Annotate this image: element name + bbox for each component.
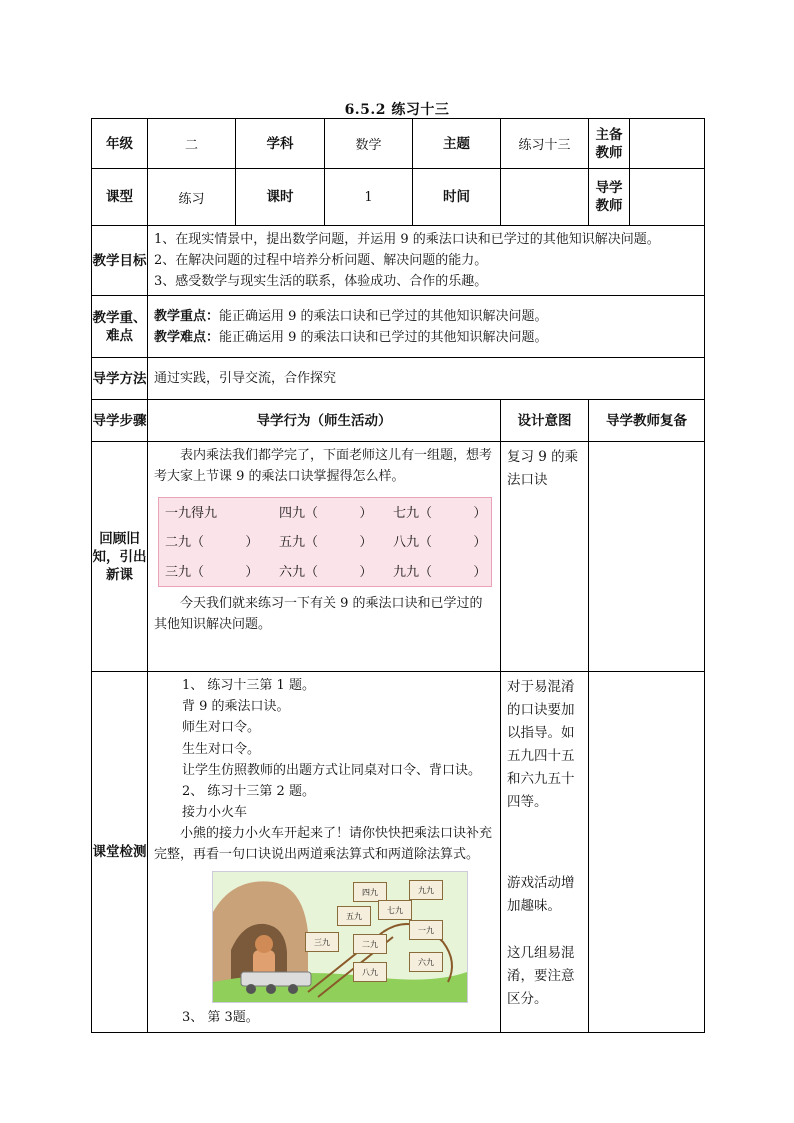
difficulty-label: 教学难点： <box>154 329 220 345</box>
check-intent-3: 这几组易混淆，要注意区分。 <box>507 945 575 1007</box>
check-intent-1: 对于易混淆的口诀要加以指导。如五九四十五和六九五十四等。 <box>507 679 575 810</box>
check-line: 让学生仿照教师的出题方式让同桌对口令、背口诀。 <box>182 762 482 778</box>
key-point-label: 教学重点： <box>154 308 220 324</box>
review-outro: 今天我们就来练习一下有关 9 的乘法口诀和已学过的其他知识解决问题。 <box>154 596 483 632</box>
grid-cell: 四九（ ） <box>279 506 373 521</box>
review-intent: 复习 9 的乘法口诀 <box>501 442 589 672</box>
check-line: 背 9 的乘法口诀。 <box>182 699 290 715</box>
check-line: 3、 第 3题。 <box>182 1010 259 1026</box>
check-line: 生生对口令。 <box>182 741 261 757</box>
lead-teacher-value <box>630 119 705 169</box>
guide-teacher-label: 导学教师 <box>589 169 630 226</box>
grid-cell: 九九（ ） <box>393 565 487 580</box>
goal-item: 3、感受数学与现实生活的联系，体验成功、合作的乐趣。 <box>154 274 488 289</box>
goal-item: 2、在解决问题的过程中培养分析问题、解决问题的能力。 <box>154 253 488 268</box>
subject-value: 数学 <box>325 119 413 169</box>
lead-teacher-label: 主备教师 <box>589 119 630 169</box>
review-section-label: 回顾旧知，引出新课 <box>92 442 148 672</box>
check-line: 接力小火车 <box>182 805 248 821</box>
train-card: 二九 <box>353 934 387 954</box>
check-section-label: 课堂检测 <box>92 672 148 1033</box>
guide-teacher-value <box>630 169 705 226</box>
theme-label: 主题 <box>413 119 501 169</box>
grid-cell: 一九得九 <box>165 506 218 521</box>
goals-content <box>148 226 705 296</box>
check-notes <box>589 672 705 1033</box>
type-label: 课型 <box>92 169 148 226</box>
train-card: 四九 <box>353 882 387 902</box>
method-text: 通过实践，引导交流，合作探究 <box>148 358 705 400</box>
key-points-content <box>148 296 705 358</box>
lesson-plan-table <box>91 118 705 1033</box>
check-line: 师生对口令。 <box>182 720 261 736</box>
train-card: 七九 <box>378 900 412 920</box>
grid-cell: 五九（ ） <box>279 535 373 550</box>
grade-label: 年级 <box>92 119 148 169</box>
intent-header: 设计意图 <box>501 400 589 442</box>
multiplication-grid <box>158 497 492 587</box>
time-label: 时间 <box>413 169 501 226</box>
grade-value: 二 <box>148 119 236 169</box>
train-card: 一九 <box>409 920 443 940</box>
period-value: 1 <box>325 169 413 226</box>
review-section-content <box>148 442 501 672</box>
difficulty-text: 能正确运用 9 的乘法口诀和已学过的其他知识解决问题。 <box>219 329 548 345</box>
train-card: 五九 <box>337 906 371 926</box>
grid-cell: 三九（ ） <box>165 565 259 580</box>
train-card: 九九 <box>409 880 443 900</box>
key-points-label: 教学重、难点 <box>92 296 148 358</box>
page-title: 6.5.2 练习十三 <box>344 102 450 118</box>
train-card: 八九 <box>353 962 387 982</box>
activity-header: 导学行为（师生活动） <box>148 400 501 442</box>
grid-cell: 二九（ ） <box>165 535 259 550</box>
train-text: 小熊的接力小火车开起来了！请你快快把乘法口诀补充完整，再看一句口诀说出两道乘法算式和两道除法算式。 <box>154 826 493 863</box>
grid-cell: 六九（ ） <box>279 565 373 580</box>
check-intent <box>501 672 589 1033</box>
theme-value: 练习十三 <box>501 119 589 169</box>
review-intro: 表内乘法我们都学完了，下面老师这儿有一组题，想考考大家上节课 9 的乘法口诀掌握得怎么样。 <box>154 448 493 484</box>
goals-label: 教学目标 <box>92 226 148 296</box>
review-header: 导学教师复备 <box>589 400 705 442</box>
key-point-text: 能正确运用 9 的乘法口诀和已学过的其他知识解决问题。 <box>219 308 548 324</box>
time-value <box>501 169 589 226</box>
check-intent-2: 游戏活动增加趣味。 <box>507 875 575 914</box>
grid-cell: 八九（ ） <box>393 535 487 550</box>
type-value: 练习 <box>148 169 236 226</box>
grid-cell: 七九（ ） <box>393 506 487 521</box>
review-notes <box>589 442 705 672</box>
goal-item: 1、在现实情景中，提出数学问题，并运用 9 的乘法口诀和已学过的其他知识解决问题。 <box>154 232 660 247</box>
check-section-content <box>148 672 501 1033</box>
train-card: 六九 <box>409 952 443 972</box>
method-label: 导学方法 <box>92 358 148 400</box>
train-card: 三九 <box>305 932 339 952</box>
train-illustration <box>212 871 468 1003</box>
period-label: 课时 <box>236 169 325 226</box>
check-line: 1、 练习十三第 1 题。 <box>182 678 315 693</box>
steps-label: 导学步骤 <box>92 400 148 442</box>
check-line: 2、 练习十三第 2 题。 <box>182 784 315 800</box>
subject-label: 学科 <box>236 119 325 169</box>
